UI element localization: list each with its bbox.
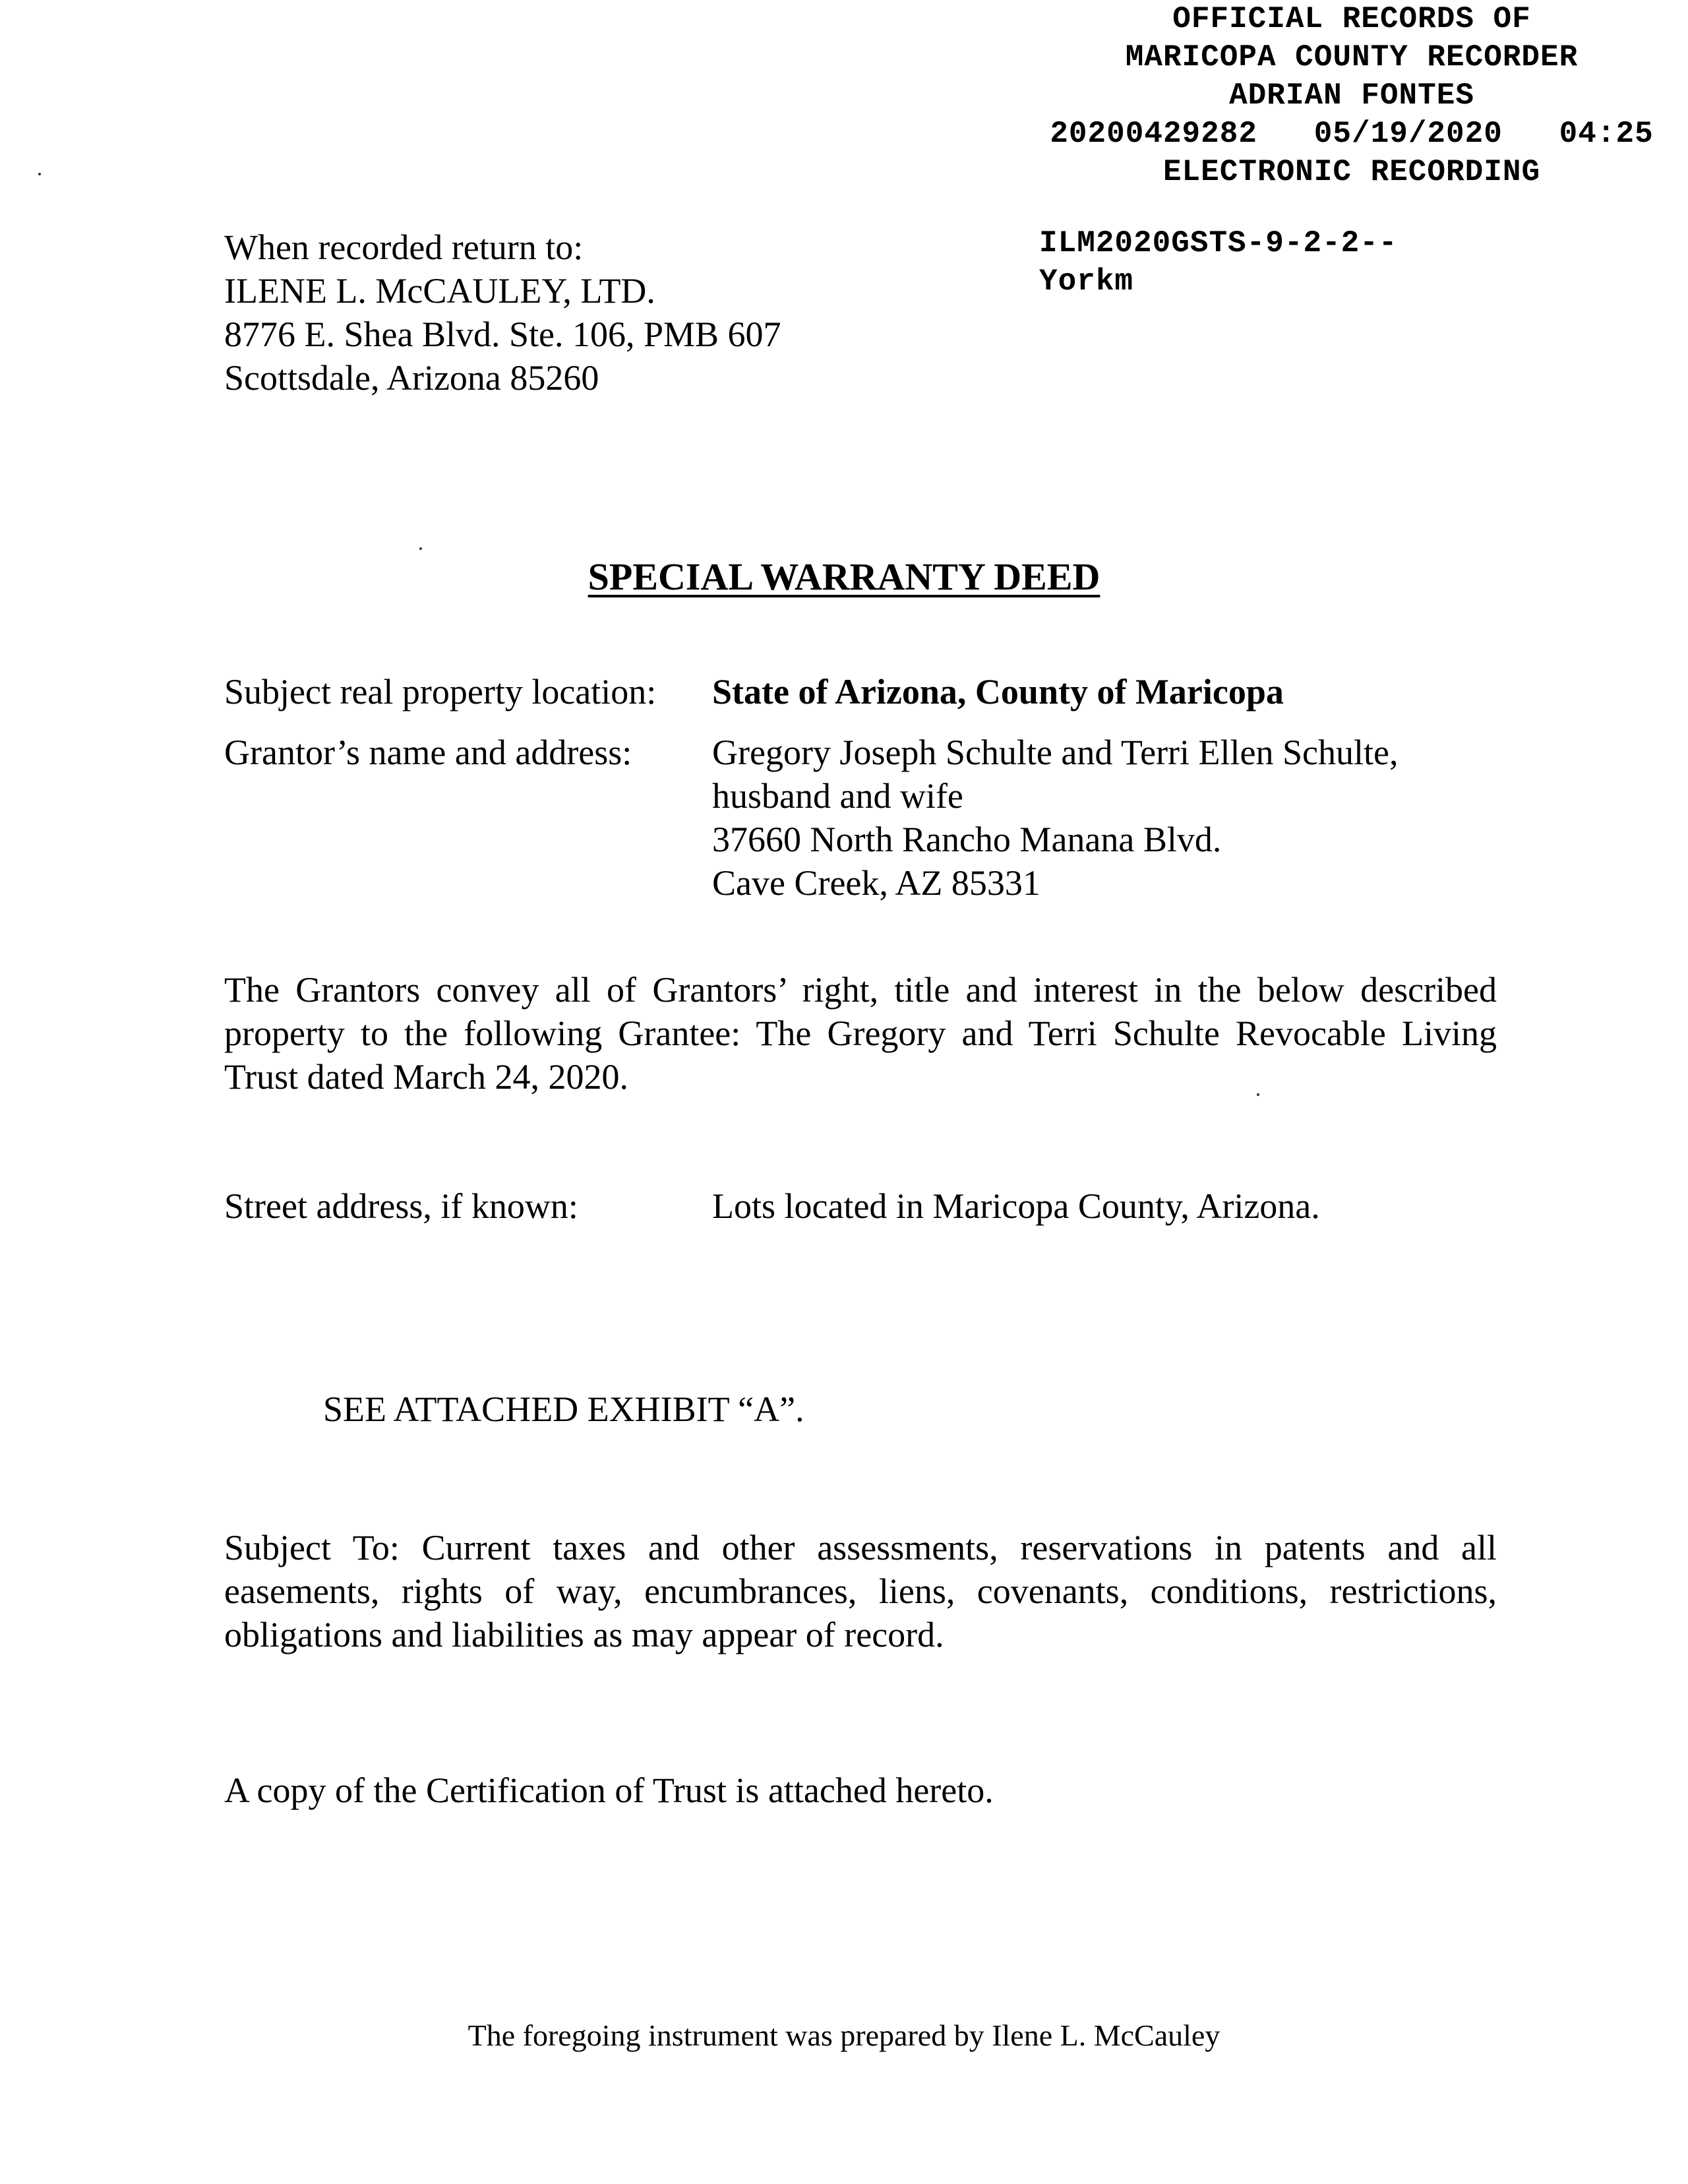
property-location-value: State of Arizona, County of Maricopa <box>712 672 1284 712</box>
reference-code-line: ILM2020GSTS-9-2-2-- <box>1039 226 1398 260</box>
grantor-label: Grantor’s name and address: <box>224 733 632 772</box>
grantor-street: 37660 North Rancho Manana Blvd. <box>712 820 1222 859</box>
reference-code-line: Yorkm <box>1039 264 1134 299</box>
return-address-street: 8776 E. Shea Blvd. Ste. 106, PMB 607 <box>224 315 781 354</box>
recorder-stamp <box>1029 0 1675 191</box>
return-address-city: Scottsdale, Arizona 85260 <box>224 358 599 398</box>
return-address-heading: When recorded return to: <box>224 228 584 267</box>
grantor-relationship: husband and wife <box>712 776 963 816</box>
property-location-label: Subject real property location: <box>224 672 657 712</box>
subject-to-paragraph: Subject To: Current taxes and other assessments, reservations in patents and all easements, rights of way, encumbrances, liens, covenants, conditions, restrictions, obligations and liabilities as may appear of record. <box>224 1528 1497 1654</box>
conveyance-paragraph: The Grantors convey all of Grantors’ right, title and interest in the below described property to the following Grantee: The Gregory and Terri Schulte Revocable Living Trust dated March 24, 2020. <box>224 970 1497 1097</box>
certification-note: A copy of the Certification of Trust is attached hereto. <box>224 1771 994 1810</box>
recording-number-date-time: 20200429282 05/19/2020 04:25 <box>1050 117 1654 151</box>
recorder-stamp-line: OFFICIAL RECORDS OF <box>1172 2 1531 36</box>
document-title: SPECIAL WARRANTY DEED <box>588 555 1100 598</box>
street-address-value: Lots located in Maricopa County, Arizona. <box>712 1186 1320 1226</box>
reference-code-block <box>1039 224 1398 301</box>
scan-speck <box>38 173 41 175</box>
return-address-name: ILENE L. McCAULEY, LTD. <box>224 271 655 311</box>
exhibit-reference: SEE ATTACHED EXHIBIT “A”. <box>323 1389 804 1429</box>
recorder-stamp-line: MARICOPA COUNTY RECORDER <box>1125 40 1579 75</box>
grantor-value <box>712 731 1398 905</box>
recorder-stamp-line: ADRIAN FONTES <box>1229 78 1474 113</box>
prepared-by-footer: The foregoing instrument was prepared by Ilene L. McCauley <box>467 2018 1221 2052</box>
scan-speck <box>1257 1093 1259 1096</box>
recorder-stamp-line: ELECTRONIC RECORDING <box>1162 155 1541 189</box>
street-address-label: Street address, if known: <box>224 1186 578 1226</box>
grantor-names: Gregory Joseph Schulte and Terri Ellen Schulte, <box>712 733 1399 772</box>
return-address-block <box>224 226 950 400</box>
grantor-city: Cave Creek, AZ 85331 <box>712 863 1040 903</box>
scan-speck <box>419 547 422 550</box>
